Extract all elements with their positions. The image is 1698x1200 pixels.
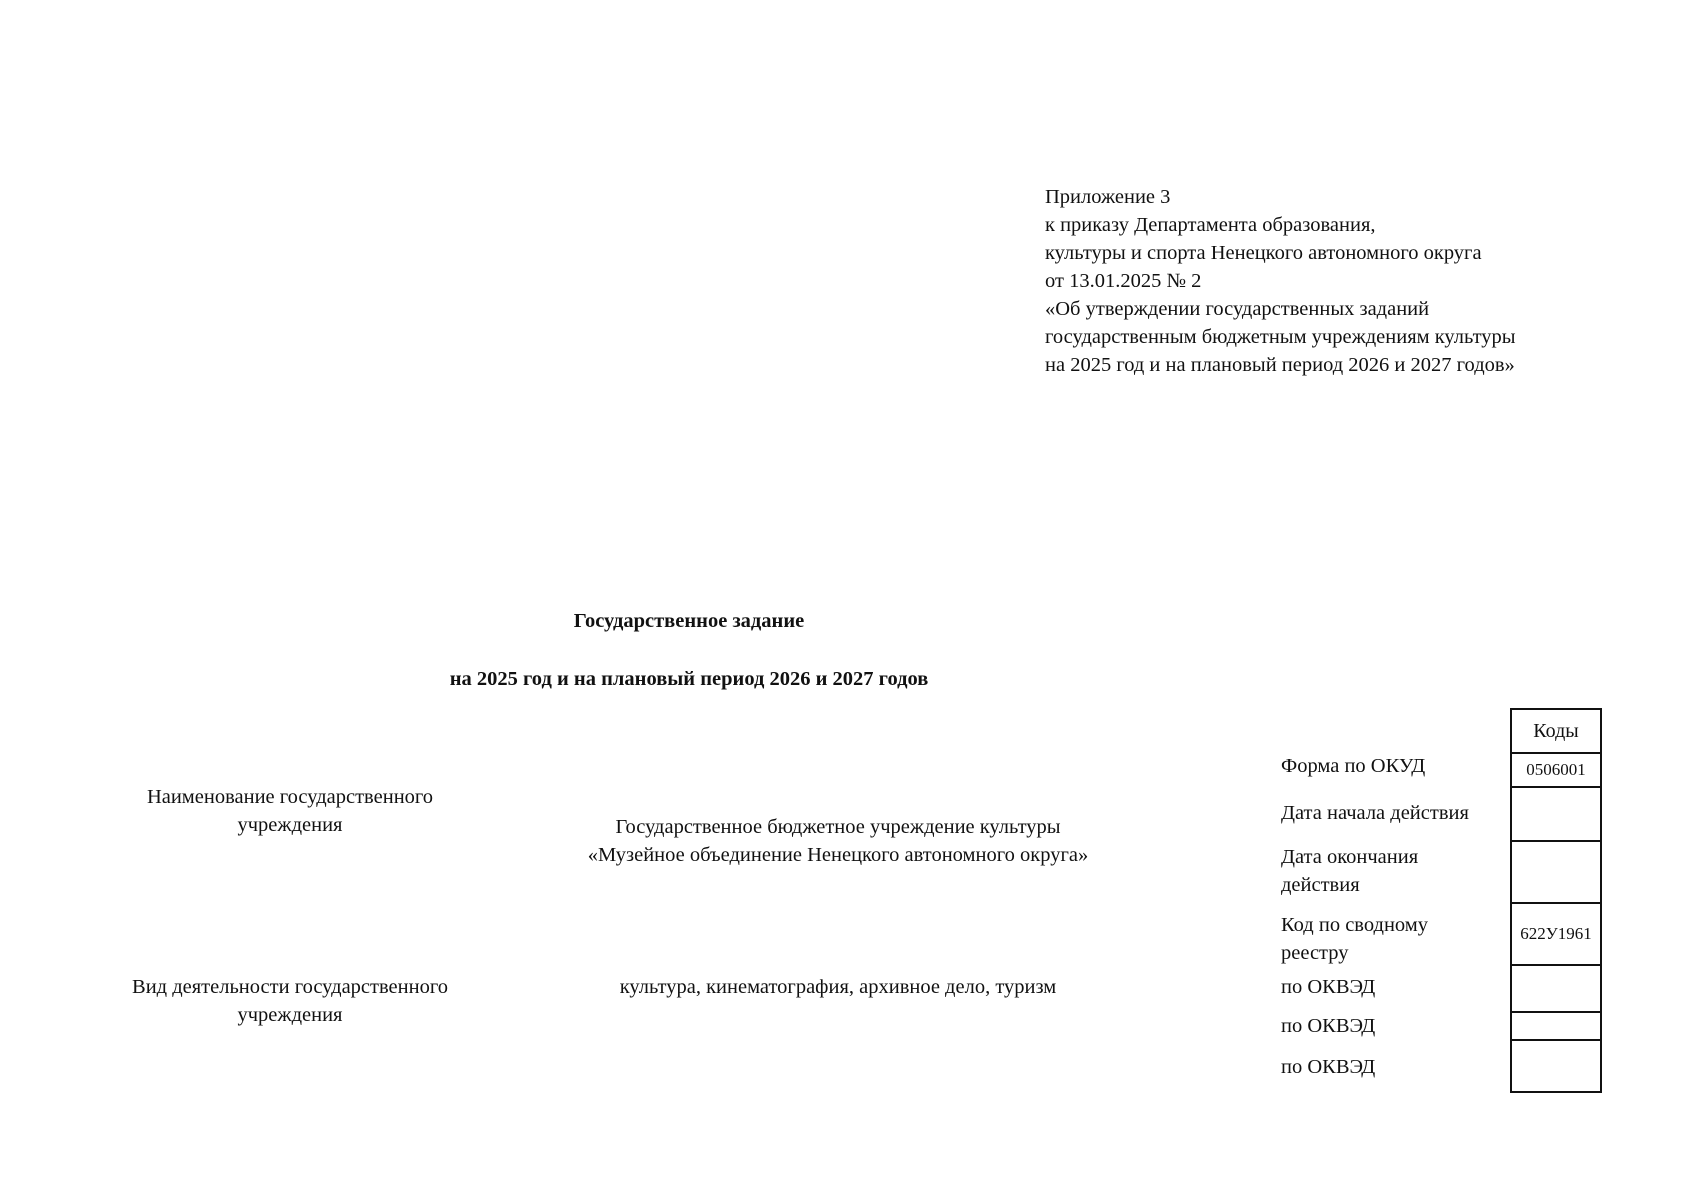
document-period: на 2025 год и на плановый период 2026 и 2027 годов (449, 668, 929, 690)
appendix-line: культуры и спорта Ненецкого автономного округа (1045, 242, 1482, 264)
code-label-start-date: Дата начала действия (1281, 802, 1469, 824)
code-label-registry (1281, 911, 1501, 967)
label-line: учреждения (237, 1004, 343, 1026)
value-line: «Музейное объединение Ненецкого автономного округа» (587, 844, 1089, 866)
appendix-header (1045, 183, 1516, 379)
appendix-line: к приказу Департамента образования, (1045, 214, 1376, 236)
code-label-end-date (1281, 843, 1501, 899)
code-cell-end-date (1511, 841, 1601, 903)
activity-value: культура, кинематография, архивное дело, туризм (619, 976, 1057, 998)
document-title: Государственное задание (573, 610, 805, 632)
label-line: действия (1281, 874, 1360, 896)
code-cell-start-date (1511, 787, 1601, 841)
code-label-okud: Форма по ОКУД (1281, 755, 1426, 777)
appendix-line: от 13.01.2025 № 2 (1045, 270, 1202, 292)
code-cell-okved-2 (1511, 1012, 1601, 1040)
code-cell-okved-1 (1511, 965, 1601, 1012)
label-line: реестру (1281, 942, 1349, 964)
appendix-line: «Об утверждении государственных заданий (1045, 298, 1430, 320)
appendix-line: на 2025 год и на плановый период 2026 и 2027 годов» (1045, 354, 1515, 376)
code-cell-registry: 622У1961 (1511, 903, 1601, 965)
label-line: Дата окончания (1281, 846, 1419, 868)
institution-name-label (110, 783, 470, 839)
activity-label (110, 973, 470, 1029)
code-label-okved-2: по ОКВЭД (1281, 1015, 1376, 1037)
value-line: Государственное бюджетное учреждение культуры (615, 816, 1061, 838)
label-line: учреждения (237, 814, 343, 836)
code-label-okved-1: по ОКВЭД (1281, 976, 1376, 998)
label-line: Код по сводному (1281, 914, 1428, 936)
code-label-okved-3: по ОКВЭД (1281, 1056, 1376, 1078)
label-line: Наименование государственного (146, 786, 434, 808)
codes-table (1510, 708, 1602, 1093)
code-cell-okud: 0506001 (1511, 753, 1601, 787)
institution-name-value (528, 813, 1148, 869)
code-cell-okved-3 (1511, 1040, 1601, 1092)
label-line: Вид деятельности государственного (132, 976, 448, 998)
codes-header: Коды (1511, 709, 1601, 753)
appendix-line: Приложение 3 (1045, 186, 1171, 208)
appendix-line: государственным бюджетным учреждениям культуры (1045, 326, 1516, 348)
